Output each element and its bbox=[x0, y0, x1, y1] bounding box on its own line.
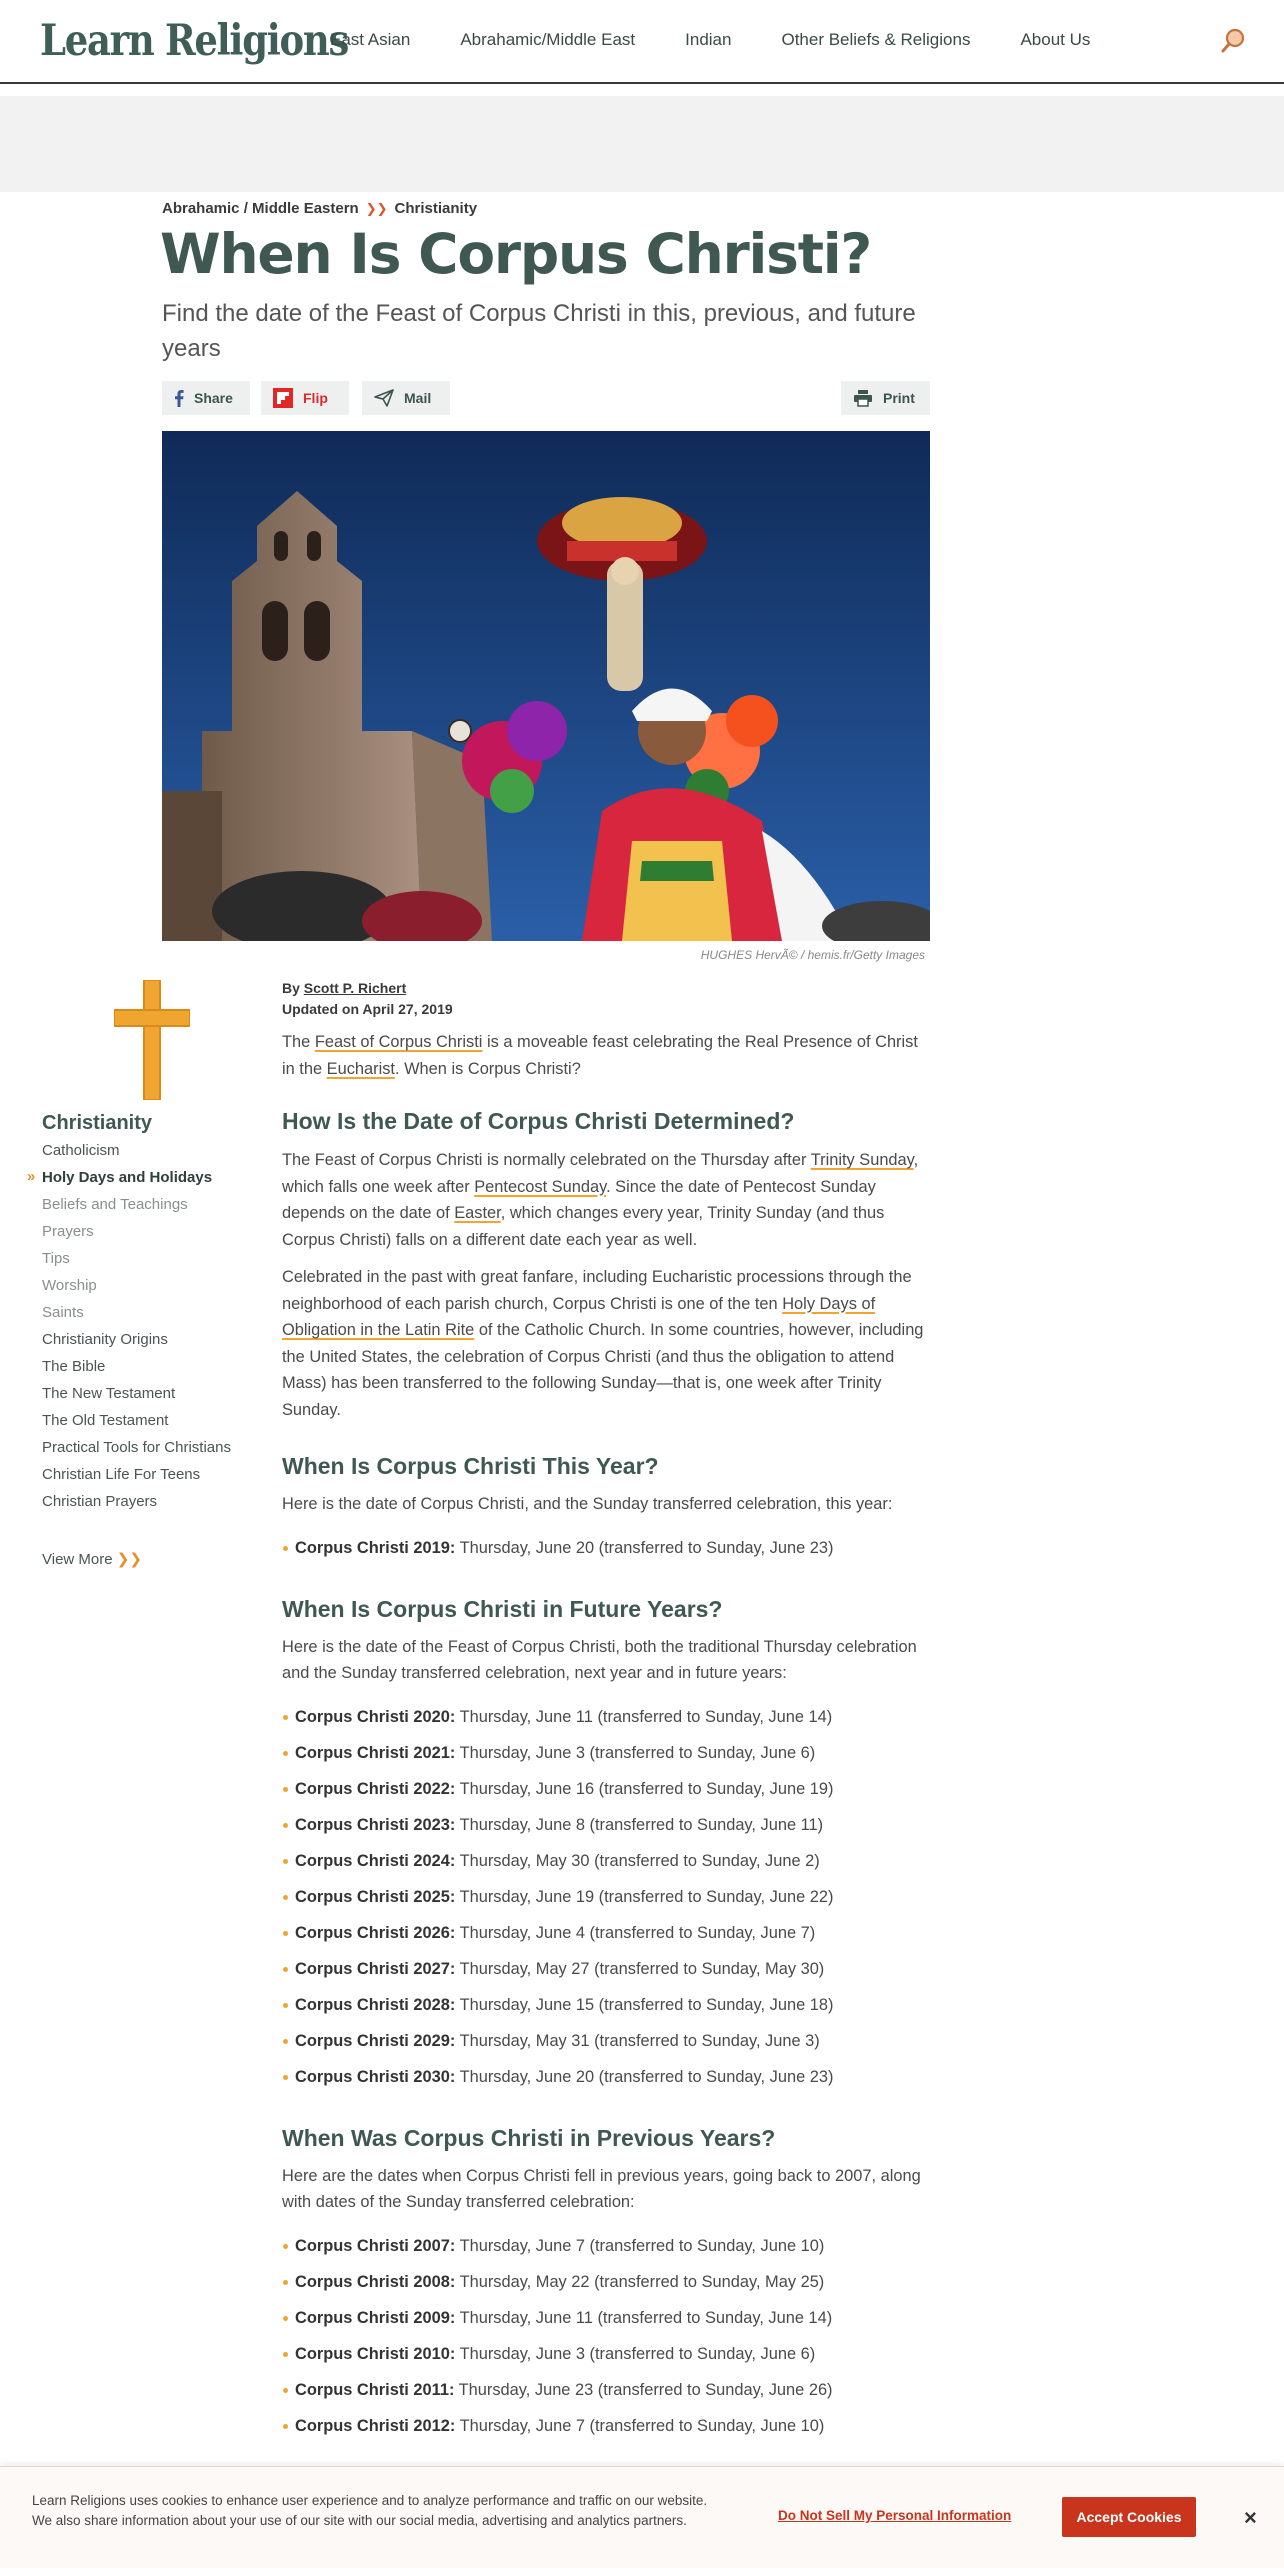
item-label: Corpus Christi 2008: bbox=[295, 2272, 456, 2291]
sidebar-item-beliefs[interactable]: Beliefs and Teachings bbox=[42, 1196, 188, 1213]
sidebar-item-saints[interactable]: Saints bbox=[42, 1304, 84, 1321]
image-caption: HUGHES HervÃ© / hemis.fr/Getty Images bbox=[700, 948, 925, 962]
list-item bbox=[282, 1807, 932, 1843]
item-label: Corpus Christi 2027: bbox=[295, 1959, 456, 1978]
item-text: Thursday, June 3 (transferred to Sunday, June 6) bbox=[455, 2344, 816, 2363]
text-span: , which changes every year, Trinity Sunday (and thus Corpus Christi) falls on a different date each year as well. bbox=[282, 1204, 885, 1249]
nav-about-us[interactable]: About Us bbox=[1020, 30, 1091, 49]
list-item bbox=[282, 2408, 932, 2444]
link-feast-of-corpus-christi[interactable]: Feast of Corpus Christi bbox=[314, 1033, 483, 1051]
item-text: Thursday, May 31 (transferred to Sunday, June 3) bbox=[455, 2031, 820, 2050]
item-label: Corpus Christi 2022: bbox=[295, 1779, 456, 1798]
item-text: Thursday, June 3 (transferred to Sunday, June 6) bbox=[455, 1743, 816, 1762]
sidebar-item-prayers[interactable]: Prayers bbox=[42, 1223, 94, 1240]
list-item bbox=[282, 1987, 932, 2023]
sidebar-item-tips[interactable]: Tips bbox=[42, 1250, 70, 1267]
list-item bbox=[282, 2264, 932, 2300]
list-item bbox=[282, 2372, 932, 2408]
list-item bbox=[282, 1879, 932, 1915]
item-text: Thursday, May 22 (transferred to Sunday, May 25) bbox=[455, 2272, 825, 2291]
chevron-right-icon: ❯❯ bbox=[116, 1551, 142, 1568]
text-span: of the Catholic Church. In some countries, however, including the United States, the celebration of Corpus Christi (and thus the obligation to attend Mass) has been transferred to the following Sunday—that is, one week after Trinity Sunday. bbox=[282, 1321, 924, 1419]
share-label: Share bbox=[194, 390, 233, 406]
heading-this-year: When Is Corpus Christi This Year? bbox=[282, 1453, 659, 1479]
item-text: Thursday, June 20 (transferred to Sunday, June 23) bbox=[455, 1538, 834, 1557]
text-span: . When is Corpus Christi? bbox=[394, 1059, 581, 1078]
text-span: , which falls one week after bbox=[282, 1151, 919, 1196]
item-label: Corpus Christi 2021: bbox=[295, 1743, 456, 1762]
sidebar-item-holy-days[interactable]: » Holy Days and Holidays bbox=[42, 1167, 272, 1194]
cookie-text: Learn Religions uses cookies to enhance user experience and to analyze performance and traffic on our website. We also share information about your use of our site with our social media, advertising and analytics partners. bbox=[32, 2493, 708, 2528]
item-text: Thursday, June 11 (transferred to Sunday, June 14) bbox=[455, 1707, 833, 1726]
item-label: Corpus Christi 2028: bbox=[295, 1995, 456, 2014]
item-label: Corpus Christi 2026: bbox=[295, 1923, 456, 1942]
do-not-sell-link[interactable]: Do Not Sell My Personal Information bbox=[778, 2508, 1012, 2523]
link-holy-days-of-obligation[interactable]: Holy Days of Obligation in the Latin Rite bbox=[282, 1294, 876, 1339]
sidebar-item-worship[interactable]: Worship bbox=[42, 1277, 97, 1294]
list-item bbox=[282, 2228, 932, 2264]
text-span: is a moveable feast celebrating the Real Presence of Christ in the bbox=[282, 1033, 918, 1078]
list-item bbox=[282, 1530, 932, 1566]
facebook-icon bbox=[174, 390, 184, 407]
page-title: When Is Corpus Christi? bbox=[160, 222, 872, 286]
item-text: Thursday, June 19 (transferred to Sunday, June 22) bbox=[455, 1887, 834, 1906]
heading-future-years: When Is Corpus Christi in Future Years? bbox=[282, 1595, 723, 1622]
list-item bbox=[282, 2300, 932, 2336]
item-label: Corpus Christi 2024: bbox=[295, 1851, 456, 1870]
nav-east-asian[interactable]: East Asian bbox=[330, 30, 411, 49]
heading-date-determined: How Is the Date of Corpus Christi Determined? bbox=[282, 1108, 795, 1134]
item-text: Thursday, June 8 (transferred to Sunday, June 11) bbox=[455, 1815, 824, 1834]
article-body bbox=[282, 978, 932, 2444]
site-logo[interactable]: Learn Religions bbox=[40, 16, 349, 66]
sidebar-item-origins[interactable]: Christianity Origins bbox=[42, 1331, 168, 1348]
paragraph-history bbox=[282, 1264, 932, 1423]
paragraph-this-year: Here is the date of Corpus Christi, and the Sunday transferred celebration, this year: bbox=[282, 1495, 893, 1513]
item-label: Corpus Christi 2030: bbox=[295, 2067, 456, 2086]
sidebar-item-practical-tools[interactable]: Practical Tools for Christians bbox=[42, 1439, 231, 1456]
flip-label: Flip bbox=[303, 390, 328, 406]
ad-placeholder bbox=[0, 96, 1284, 192]
sidebar-item-new-testament[interactable]: The New Testament bbox=[42, 1385, 176, 1402]
list-item bbox=[282, 1915, 932, 1951]
mail-icon bbox=[374, 389, 394, 407]
text-span: The Feast of Corpus Christi is normally celebrated on the Thursday after bbox=[282, 1151, 811, 1169]
list-item bbox=[282, 2336, 932, 2372]
item-label: Corpus Christi 2009: bbox=[295, 2308, 456, 2327]
breadcrumb-abrahamic[interactable]: Abrahamic / Middle Eastern bbox=[162, 200, 359, 217]
share-mail-button[interactable] bbox=[362, 381, 450, 415]
sidebar-item-old-testament[interactable]: The Old Testament bbox=[42, 1412, 169, 1429]
view-more-label: View More bbox=[42, 1551, 113, 1568]
page-subtitle: Find the date of the Feast of Corpus Christi in this, previous, and future years bbox=[162, 300, 916, 362]
list-item bbox=[282, 2023, 932, 2059]
byline-prefix: By bbox=[282, 980, 300, 996]
item-label: Corpus Christi 2010: bbox=[295, 2344, 456, 2363]
item-label: Corpus Christi 2023: bbox=[295, 1815, 456, 1834]
list-previous-years bbox=[282, 2228, 932, 2444]
text-span: The bbox=[282, 1033, 315, 1051]
list-item bbox=[282, 1699, 932, 1735]
cookie-banner bbox=[0, 2466, 1284, 2568]
heading-previous-years: When Was Corpus Christi in Previous Years? bbox=[282, 2124, 776, 2151]
hero-image bbox=[162, 431, 930, 941]
nav-abrahamic[interactable]: Abrahamic/Middle East bbox=[460, 30, 636, 49]
share-flipboard-button[interactable] bbox=[261, 381, 349, 415]
list-item bbox=[282, 1735, 932, 1771]
item-label: Corpus Christi 2019: bbox=[295, 1538, 456, 1557]
item-text: Thursday, June 11 (transferred to Sunday, June 14) bbox=[455, 2308, 833, 2327]
list-this-year bbox=[282, 1530, 932, 1566]
sidebar-title[interactable]: Christianity bbox=[42, 1112, 153, 1134]
paragraph-date-determined bbox=[282, 1147, 932, 1253]
item-text: Thursday, June 7 (transferred to Sunday, June 10) bbox=[455, 2236, 825, 2255]
updated-date: Updated on April 27, 2019 bbox=[282, 1001, 453, 1017]
link-easter[interactable]: Easter bbox=[454, 1204, 501, 1222]
main-nav bbox=[330, 30, 1140, 50]
item-text: Thursday, June 16 (transferred to Sunday, June 19) bbox=[455, 1779, 834, 1798]
close-icon[interactable]: × bbox=[1244, 2505, 1257, 2530]
share-bar bbox=[162, 381, 930, 415]
list-item bbox=[282, 1771, 932, 1807]
flipboard-icon bbox=[273, 388, 293, 408]
link-trinity-sunday[interactable]: Trinity Sunday bbox=[810, 1151, 914, 1169]
paragraph-previous-years: Here are the dates when Corpus Christi fell in previous years, going back to 2007, along with dates of the Sunday transferred celebration: bbox=[282, 2166, 921, 2211]
link-eucharist[interactable]: Eucharist bbox=[326, 1059, 395, 1078]
item-text: Thursday, June 15 (transferred to Sunday, June 18) bbox=[455, 1995, 834, 2014]
item-label: Corpus Christi 2007: bbox=[295, 2236, 456, 2255]
sidebar-item-teens[interactable]: Christian Life For Teens bbox=[42, 1466, 201, 1483]
print-icon bbox=[853, 389, 873, 407]
mail-label: Mail bbox=[404, 390, 432, 406]
nav-indian[interactable]: Indian bbox=[685, 30, 732, 49]
sidebar-item-bible[interactable]: The Bible bbox=[42, 1358, 106, 1375]
print-button[interactable] bbox=[841, 381, 930, 415]
site-header bbox=[0, 0, 1284, 84]
byline bbox=[282, 978, 932, 999]
text-span: . Since the date of Pentecost Sunday depends on the date of bbox=[282, 1177, 876, 1222]
paragraph-future-years: Here is the date of the Feast of Corpus Christi, both the traditional Thursday celebration and the Sunday transferred celebration, next year and in future years: bbox=[282, 1637, 917, 1682]
accept-cookies-button[interactable]: Accept Cookies bbox=[1062, 2497, 1196, 2537]
item-text: Thursday, June 4 (transferred to Sunday, June 7) bbox=[455, 1923, 816, 1942]
view-more-link[interactable] bbox=[42, 1550, 142, 1568]
item-label: Corpus Christi 2020: bbox=[295, 1707, 456, 1726]
sidebar-item-catholicism[interactable]: Catholicism bbox=[42, 1142, 120, 1159]
item-text: Thursday, June 7 (transferred to Sunday, June 10) bbox=[455, 2416, 825, 2435]
item-label: Corpus Christi 2025: bbox=[295, 1887, 456, 1906]
list-item bbox=[282, 2059, 932, 2095]
author-link[interactable]: Scott P. Richert bbox=[303, 980, 407, 996]
item-text: Thursday, June 23 (transferred to Sunday, June 26) bbox=[454, 2380, 833, 2399]
item-label: Corpus Christi 2011: bbox=[295, 2380, 455, 2399]
breadcrumb-christianity[interactable]: Christianity bbox=[394, 200, 478, 217]
item-text: Thursday, June 20 (transferred to Sunday, June 23) bbox=[455, 2067, 834, 2086]
chevron-right-icon: ❯❯ bbox=[365, 200, 388, 216]
item-label: Corpus Christi 2029: bbox=[295, 2031, 456, 2050]
print-label: Print bbox=[883, 390, 915, 406]
link-pentecost-sunday[interactable]: Pentecost Sunday bbox=[474, 1177, 607, 1196]
share-facebook-button[interactable] bbox=[162, 381, 250, 415]
list-item bbox=[282, 1951, 932, 1987]
cross-icon bbox=[114, 980, 190, 1100]
item-label: Corpus Christi 2012: bbox=[295, 2416, 456, 2435]
list-item bbox=[282, 1843, 932, 1879]
intro-paragraph bbox=[282, 1029, 932, 1082]
text-span: Celebrated in the past with great fanfare, including Eucharistic processions through the neighborhood of each parish church, Corpus Christi is one of the ten bbox=[282, 1268, 912, 1313]
breadcrumb bbox=[162, 200, 477, 217]
nav-other-beliefs[interactable]: Other Beliefs & Religions bbox=[781, 30, 971, 49]
item-text: Thursday, May 30 (transferred to Sunday, June 2) bbox=[455, 1851, 820, 1870]
sidebar-item-christian-prayers[interactable]: Christian Prayers bbox=[42, 1493, 158, 1510]
list-future-years bbox=[282, 1699, 932, 2095]
item-text: Thursday, May 27 (transferred to Sunday, May 30) bbox=[455, 1959, 825, 1978]
sidebar-nav bbox=[42, 1140, 272, 1518]
search-icon[interactable] bbox=[1218, 26, 1248, 56]
